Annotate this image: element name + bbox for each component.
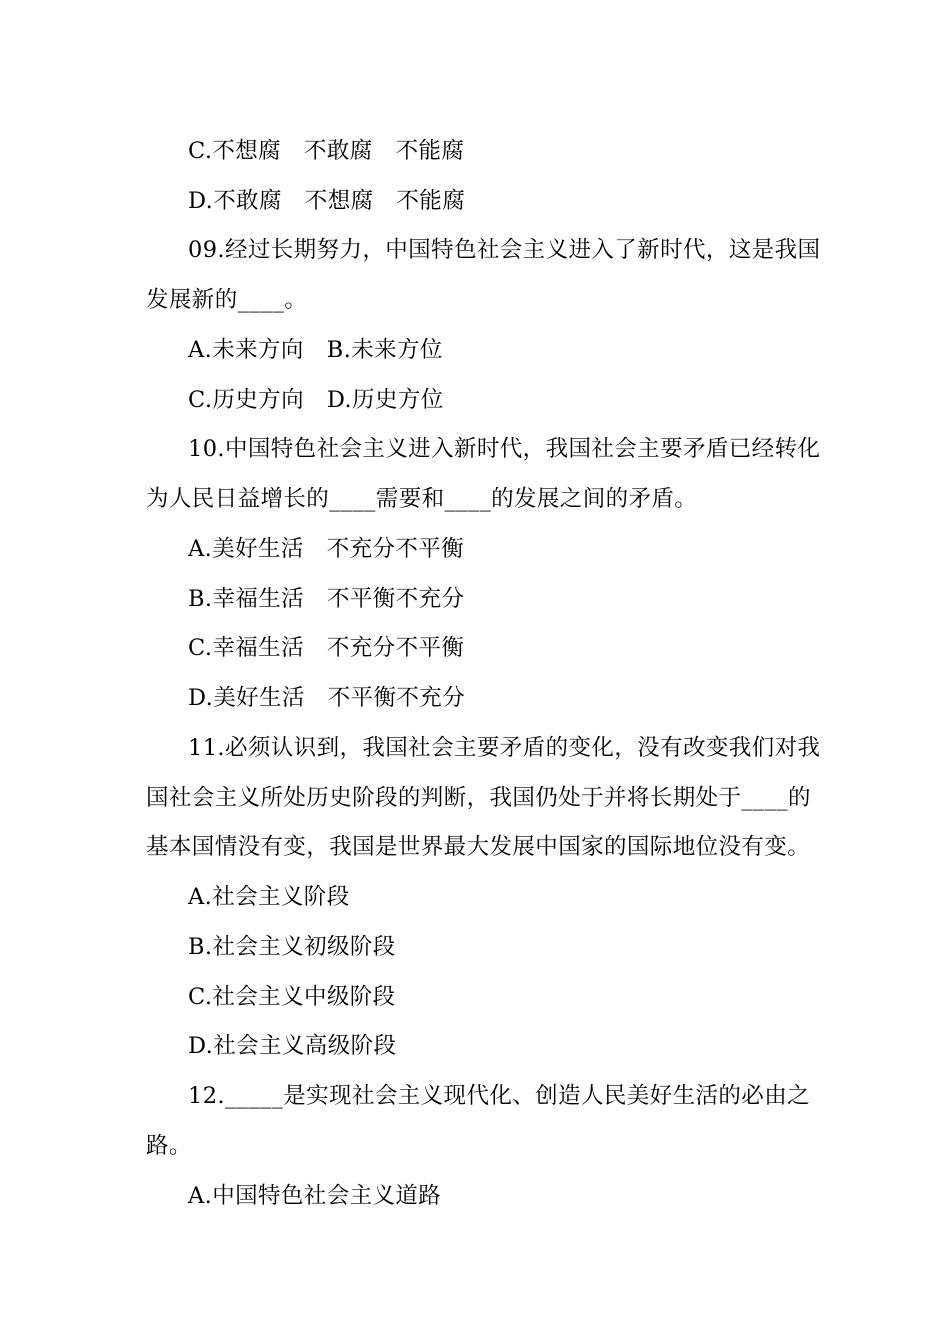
q12-option-a: A.中国特色社会主义道路 — [188, 1183, 442, 1209]
q8-option-d: D.不敢腐 不想腐 不能腐 — [188, 188, 466, 214]
q10-option-b: B.幸福生活 不平衡不充分 — [188, 586, 465, 612]
q8-option-c: C.不想腐 不敢腐 不能腐 — [188, 138, 465, 164]
q11-option-b: B.社会主义初级阶段 — [188, 934, 396, 960]
q9-options-ab: A.未来方向 B.未来方位 — [188, 337, 443, 363]
q10-text-line-2: 为人民日益增长的____需要和____的发展之间的矛盾。 — [146, 486, 698, 512]
q10-text-line-1: 10.中国特色社会主义进入新时代，我国社会主要矛盾已经转化 — [188, 436, 821, 462]
q11-text-line-1: 11.必须认识到，我国社会主要矛盾的变化，没有改变我们对我 — [188, 735, 821, 761]
q11-option-d: D.社会主义高级阶段 — [188, 1033, 397, 1059]
q11-option-c: C.社会主义中级阶段 — [188, 984, 396, 1010]
q11-option-a: A.社会主义阶段 — [188, 884, 350, 910]
q9-text-line-2: 发展新的____。 — [146, 287, 308, 313]
q10-option-a: A.美好生活 不充分不平衡 — [188, 536, 465, 562]
q12-text-line-1: 12._____是实现社会主义现代化、创造人民美好生活的必由之 — [188, 1083, 810, 1109]
q11-text-line-3: 基本国情没有变，我国是世界最大发展中国家的国际地位没有变。 — [146, 834, 811, 860]
q10-option-c: C.幸福生活 不充分不平衡 — [188, 635, 465, 661]
q11-text-line-2: 国社会主义所处历史阶段的判断，我国仍处于并将长期处于____的 — [146, 785, 811, 811]
q12-text-line-2: 路。 — [146, 1133, 192, 1159]
q9-text-line-1: 09.经过长期努力，中国特色社会主义进入了新时代，这是我国 — [188, 237, 821, 263]
q9-options-cd: C.历史方向 D.历史方位 — [188, 387, 444, 413]
q10-option-d: D.美好生活 不平衡不充分 — [188, 685, 466, 711]
